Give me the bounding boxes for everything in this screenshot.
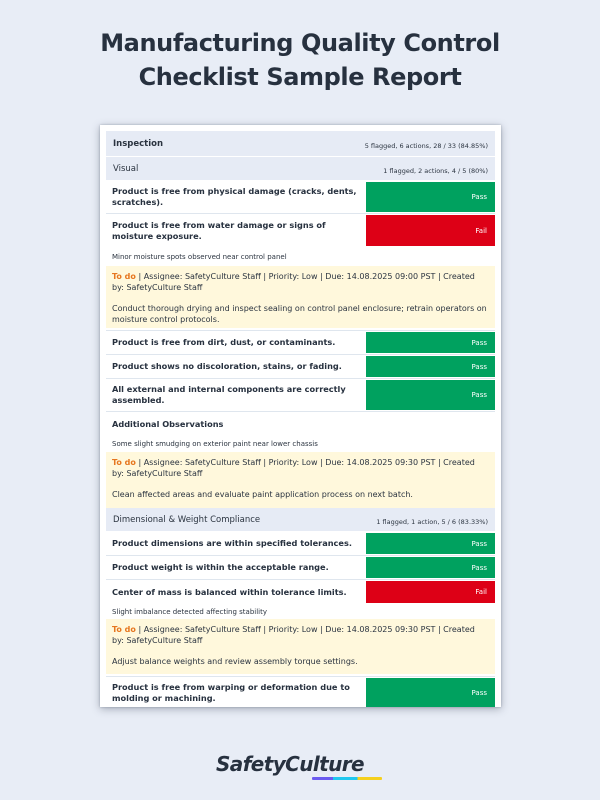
result-pass[interactable]: Pass bbox=[366, 356, 495, 377]
question-text: Product shows no discoloration, stains, or fading. bbox=[112, 361, 342, 371]
group-header-dimensional[interactable] bbox=[106, 508, 495, 532]
result-fail[interactable]: Fail bbox=[366, 215, 495, 246]
action-description: Clean affected areas and evaluate paint application process on next batch. bbox=[112, 490, 413, 499]
action-details: | Assignee: SafetyCulture Staff | Priority: Low | Due: 14.08.2025 09:30 PST | Created by: SafetyCulture Staff bbox=[112, 625, 475, 645]
question-text: Product weight is within the acceptable range. bbox=[112, 562, 329, 572]
question-note: Minor moisture spots observed near control panel bbox=[112, 252, 287, 261]
section-title: Inspection bbox=[113, 138, 164, 149]
question-row bbox=[106, 677, 495, 707]
additional-observations-note: Some slight smudging on exterior paint near lower chassis bbox=[112, 439, 318, 448]
result-pass[interactable]: Pass bbox=[366, 182, 495, 212]
group-title: Visual bbox=[113, 163, 139, 174]
page-title bbox=[0, 26, 600, 94]
section-stats: 5 flagged, 6 actions, 28 / 33 (84.85%) bbox=[364, 141, 488, 150]
report-card bbox=[100, 125, 501, 707]
result-pass[interactable]: Pass bbox=[366, 678, 495, 707]
page-title-line-1: Manufacturing Quality Control bbox=[100, 29, 500, 57]
action-status: To do bbox=[112, 625, 136, 634]
question-row bbox=[106, 580, 495, 604]
question-text: Product is free from physical damage (cracks, dents, scratches). bbox=[112, 186, 357, 207]
action-status: To do bbox=[112, 458, 136, 467]
action-details: | Assignee: SafetyCulture Staff | Priority: Low | Due: 14.08.2025 09:00 PST | Created by: SafetyCulture Staff bbox=[112, 272, 475, 292]
result-fail[interactable]: Fail bbox=[366, 581, 495, 603]
action-item[interactable] bbox=[106, 619, 495, 674]
question-text: All external and internal components are correctly assembled. bbox=[112, 384, 346, 405]
question-text: Center of mass is balanced within tolerance limits. bbox=[112, 586, 347, 597]
section-header-inspection[interactable] bbox=[106, 131, 495, 157]
question-text: Product dimensions are within specified tolerances. bbox=[112, 538, 352, 548]
action-description: Adjust balance weights and review assembly torque settings. bbox=[112, 657, 358, 666]
question-row bbox=[106, 355, 495, 379]
question-row bbox=[106, 181, 495, 214]
action-meta bbox=[112, 624, 489, 646]
action-item[interactable] bbox=[106, 266, 495, 328]
group-title: Dimensional & Weight Compliance bbox=[113, 514, 261, 525]
page-title-line-2: Checklist Sample Report bbox=[138, 63, 462, 91]
question-note: Slight imbalance detected affecting stability bbox=[112, 607, 268, 616]
question-text: Product is free from water damage or signs of moisture exposure. bbox=[112, 219, 326, 241]
question-text: Product is free from dirt, dust, or contaminants. bbox=[112, 337, 336, 347]
result-pass[interactable]: Pass bbox=[366, 557, 495, 578]
action-meta bbox=[112, 271, 489, 293]
question-row bbox=[106, 331, 495, 355]
group-header-visual[interactable] bbox=[106, 157, 495, 181]
action-item[interactable] bbox=[106, 452, 495, 508]
action-status: To do bbox=[112, 272, 136, 281]
additional-observations-label: Additional Observations bbox=[112, 418, 224, 429]
action-meta bbox=[112, 457, 489, 479]
logo-underline-icon bbox=[312, 777, 382, 780]
question-row bbox=[106, 556, 495, 580]
question-text: Product is free from warping or deformation due to molding or machining. bbox=[112, 682, 350, 703]
question-row bbox=[106, 379, 495, 412]
logo-text: SafetyCulture bbox=[216, 752, 364, 776]
question-row bbox=[106, 532, 495, 556]
result-pass[interactable]: Pass bbox=[366, 332, 495, 353]
result-pass[interactable]: Pass bbox=[366, 533, 495, 554]
action-details: | Assignee: SafetyCulture Staff | Priority: Low | Due: 14.08.2025 09:30 PST | Created by: SafetyCulture Staff bbox=[112, 458, 475, 478]
action-description: Conduct thorough drying and inspect sealing on control panel enclosure; retrain operators on moisture control protocols. bbox=[112, 304, 487, 324]
group-stats: 1 flagged, 2 actions, 4 / 5 (80%) bbox=[383, 166, 488, 175]
question-row bbox=[106, 214, 495, 247]
group-stats: 1 flagged, 1 action, 5 / 6 (83.33%) bbox=[376, 517, 488, 526]
result-pass[interactable]: Pass bbox=[366, 380, 495, 410]
safetyculture-logo bbox=[216, 752, 386, 782]
